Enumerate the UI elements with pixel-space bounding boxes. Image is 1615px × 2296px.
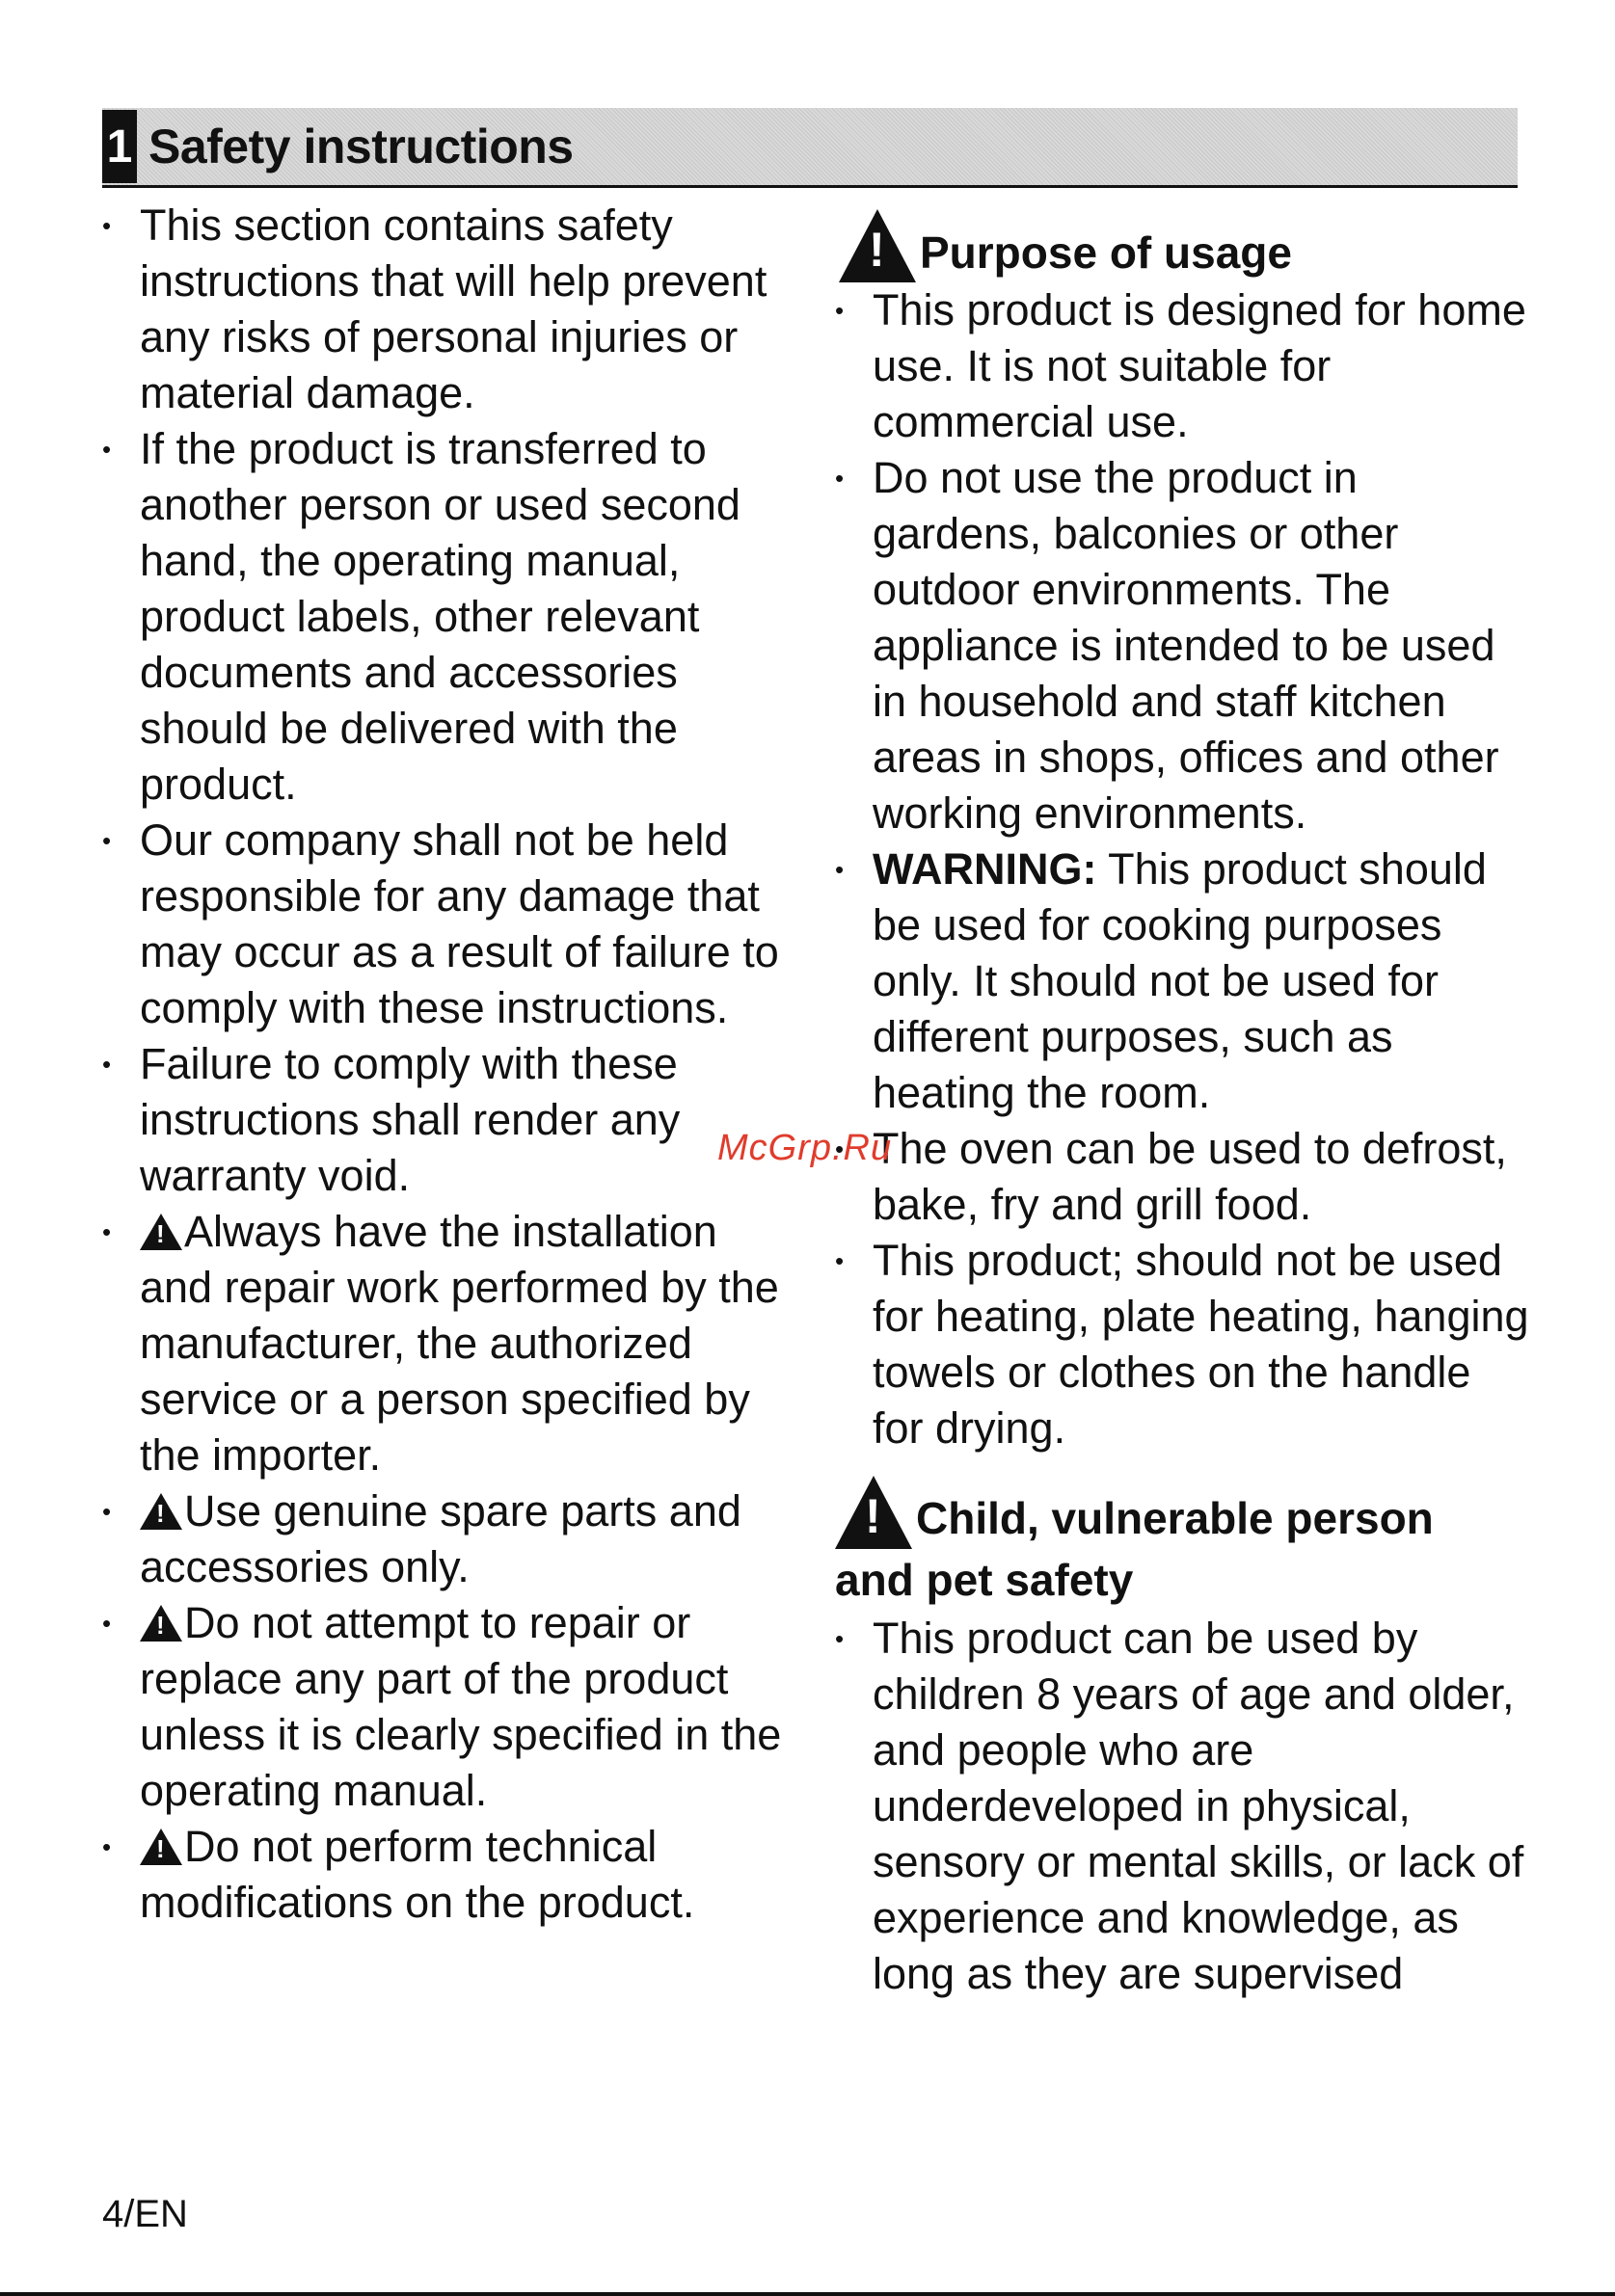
warning-icon <box>140 1605 182 1642</box>
child-safety-list <box>835 1611 1529 2002</box>
warning-icon <box>140 1214 182 1250</box>
list-item-text: This product can be used by children 8 years of age and older, and people who are underdeveloped in physical, sensory or mental skills, or lack of experience and knowledge, as long as they are supervised <box>873 1614 1524 1998</box>
warning-label: WARNING: <box>873 844 1097 894</box>
purpose-heading <box>839 209 1529 282</box>
list-item-text: Do not use the product in gardens, balconies or other outdoor environments. The appliance is intended to be used in household and staff kitchen areas in shops, offices and other working environments. <box>873 453 1499 838</box>
list-item <box>835 1233 1529 1456</box>
child-safety-heading <box>835 1476 1529 1611</box>
section-title: Safety instructions <box>148 120 574 174</box>
right-column <box>835 198 1529 2002</box>
list-item <box>102 1819 796 1931</box>
purpose-list <box>835 282 1529 1456</box>
list-item <box>102 1204 796 1483</box>
watermark: McGrp.Ru <box>717 1128 893 1168</box>
list-item-text: Our company shall not be held responsible for any damage that may occur as a result of failure to comply with these instructions. <box>140 815 779 1032</box>
safety-list <box>102 198 796 1931</box>
page-number: 4/EN <box>102 2193 188 2235</box>
warning-icon <box>839 209 916 282</box>
list-item <box>835 1611 1529 2002</box>
section-header <box>102 108 1518 188</box>
list-item <box>102 421 796 813</box>
list-item-text: Always have the installation and repair work performed by the manufacturer, the authorized service or a person specified by the importer. <box>140 1207 779 1480</box>
list-item-text: Do not attempt to repair or replace any part of the product unless it is clearly specified in the operating manual. <box>140 1598 782 1815</box>
section-number: 1 <box>102 110 137 183</box>
list-item <box>835 841 1529 1121</box>
bottom-rule <box>0 2292 1615 2296</box>
list-item <box>835 1121 1529 1233</box>
list-item-text: If the product is transferred to another person or used second hand, the operating manual, product labels, other relevant documents and accessories should be delivered with the product. <box>140 424 740 809</box>
warning-icon <box>835 1476 912 1549</box>
warning-icon <box>140 1493 182 1530</box>
child-heading-line1: Child, vulnerable person <box>916 1493 1434 1543</box>
warning-icon <box>140 1829 182 1865</box>
child-heading-line <box>835 1476 1529 1549</box>
list-item-text: The oven can be used to defrost, bake, fry and grill food. <box>873 1124 1507 1229</box>
list-item-text: Use genuine spare parts and accessories only. <box>140 1486 741 1591</box>
list-item <box>102 1595 796 1819</box>
list-item <box>835 282 1529 450</box>
list-item <box>102 198 796 421</box>
list-item <box>102 1036 796 1204</box>
list-item <box>102 813 796 1036</box>
list-item-text: Failure to comply with these instructions shall render any warranty void. <box>140 1039 681 1200</box>
list-item <box>835 450 1529 841</box>
list-item <box>102 1483 796 1595</box>
child-heading-line2: and pet safety <box>835 1555 1134 1605</box>
list-item-text: This section contains safety instructions that will help prevent any risks of personal injuries or material damage. <box>140 200 767 417</box>
list-item-text: Do not perform technical modifications on the product. <box>140 1822 695 1927</box>
list-item-text: This product should be used for cooking purposes only. It should not be used for different purposes, such as heating the room. <box>873 844 1487 1117</box>
list-item-text: This product; should not be used for heating, plate heating, hanging towels or clothes on the handle for drying. <box>873 1236 1529 1453</box>
purpose-heading-text: Purpose of usage <box>920 227 1292 278</box>
list-item-text: This product is designed for home use. It is not suitable for commercial use. <box>873 285 1526 446</box>
left-column <box>102 198 796 1931</box>
